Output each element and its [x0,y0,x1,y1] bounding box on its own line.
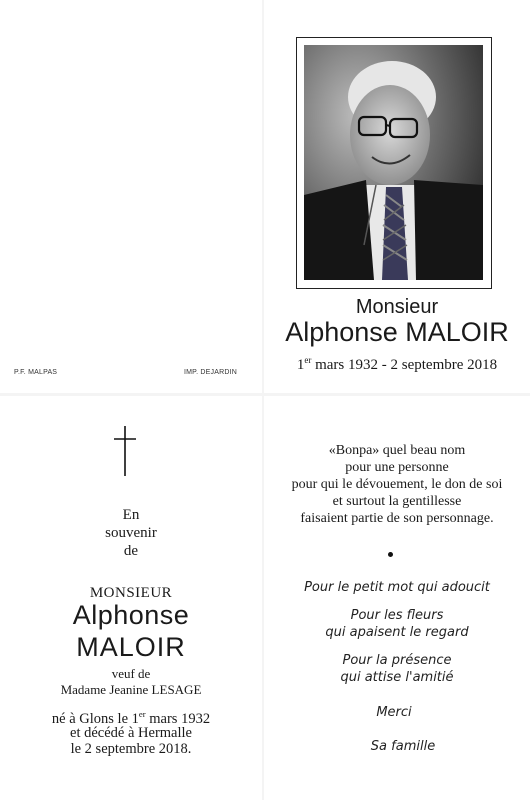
birth-suffix: mars 1932 [145,710,211,727]
stanza-line: Pour le petit mot qui adoucit [304,580,490,595]
birth-sup: er [138,709,146,719]
family-signature: Sa famille [370,739,436,754]
en-text: En [122,507,140,523]
stanza-line: Pour la présence [342,653,452,668]
back-cover-panel [0,0,262,393]
quote-line: pour une personne [345,460,449,475]
cover-title: Monsieur [355,296,439,318]
quote-line: «Bonpa» quel beau nom [328,443,466,458]
widower-text: veuf de [111,666,151,681]
stanza-line: Pour les fleurs [350,608,444,623]
cover-dates-day: 1 [296,357,305,373]
front-cover-panel [264,0,530,393]
cover-dates-sup: er [304,355,312,365]
poem-stanza-1 [264,579,530,596]
portrait-photo [304,45,483,280]
deceased-title: MONSIEUR [89,585,173,601]
tribute-quote [264,442,530,527]
birth-prefix: né à Glons le 1 [51,710,139,727]
funeral-home-credit: P.F. MALPAS [14,369,58,376]
quote-line: pour qui le dévouement, le don de soi [291,477,503,492]
stanza-line: qui apaisent le regard [325,625,469,640]
quote-line: et surtout la gentillesse [332,494,462,509]
death-place-line: et décédé à Hermalle [70,725,192,741]
deceased-first-name: Alphonse [72,600,190,630]
quote-line: faisaient partie de son personnage. [300,511,494,526]
souvenir-text: souvenir [105,525,157,541]
cover-name: Alphonse MALOIR [285,317,509,347]
poem-stanza-2 [264,607,530,641]
portrait-frame [296,37,492,289]
cross-icon [114,426,136,476]
spouse-name: Madame Jeanine LESAGE [60,682,202,697]
poem-stanza-3 [264,652,530,686]
de-text: de [123,543,139,559]
cover-dates-rest: mars 1932 - 2 septembre 2018 [311,357,498,373]
separator-dot [388,552,393,557]
merci-text: Merci [376,705,412,720]
printer-credit: IMP. DEJARDIN [184,369,238,376]
stanza-line: qui attise l'amitié [340,670,454,685]
cover-dates [264,355,530,374]
inside-right-panel [264,396,530,800]
death-date-line: le 2 septembre 2018. [70,741,192,757]
deceased-last-name: MALOIR [76,632,186,662]
inside-left-panel [0,396,262,800]
